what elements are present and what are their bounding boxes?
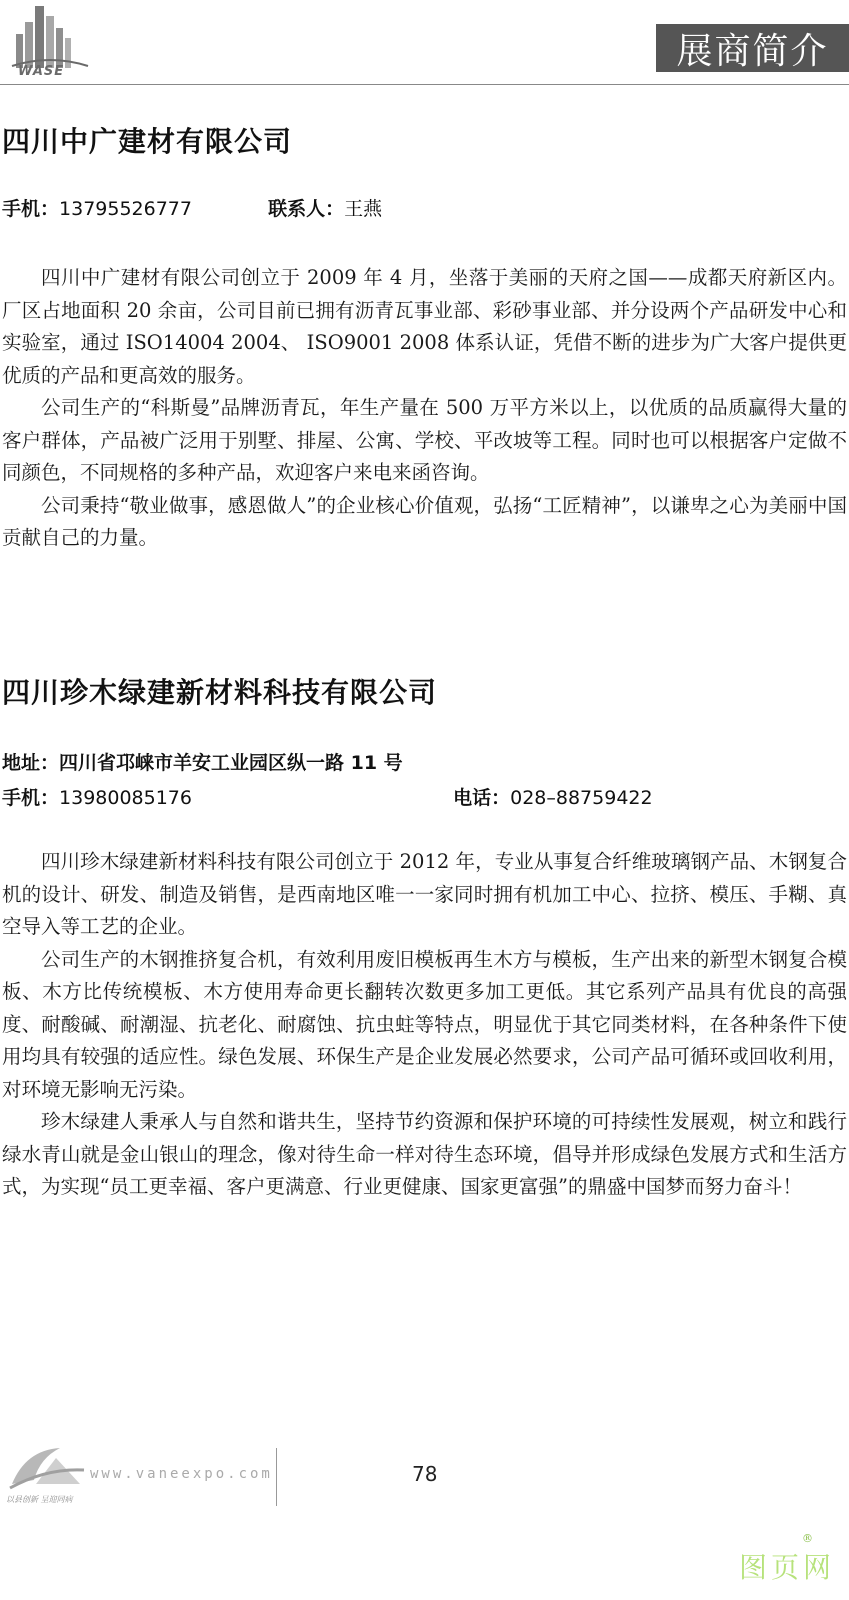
contact-person-value: 王燕 [344,198,383,220]
registered-mark: ® [802,1532,813,1545]
page-header [0,0,849,86]
contact-line [2,783,653,810]
contact-line [2,194,382,221]
phone-value: 13795526777 [59,198,192,220]
section-title-box [656,24,849,72]
footer-slogan: 以县创新 呈迎同病 [6,1495,73,1504]
telephone-label: 电话： [453,787,511,809]
footer-divider [276,1448,277,1506]
vane-expo-logo-icon [6,1440,86,1500]
paragraph: 珍木绿建人秉承人与自然和谐共生，坚持节约资源和保护环境的可持续性发展观，树立和践行绿水青山就是金山银山的理念，像对待生命一样对待生态环境，倡导并形成绿色发展方式和生活方式，为实现“员工更幸福、客户更满意、行业更健康、国家更富强”的鼎盛中国梦而努力奋斗！ [2,1110,847,1198]
phone-value: 13980085176 [59,787,192,809]
company-name: 四川中广建材有限公司 [2,125,293,158]
logo-text: WASE [18,64,65,79]
company-description [2,846,847,1204]
phone-label: 手机： [2,198,60,220]
paragraph: 公司生产的木钢推挤复合机，有效利用废旧模板再生木方与模板，生产出来的新型木钢复合模板、木方比传统模板、木方使用寿命更长翻转次数更多加工更低。其它系列产品具有优良的高强度、耐酸碱、耐潮湿、抗老化、耐腐蚀、抗虫蛀等特点，明显优于其它同类材料，在各种条件下使用均具有较强的适应性。绿色发展、环保生产是企业发展必然要求，公司产品可循环或回收利用，对环境无影响无污染。 [2,947,847,1101]
address-value: 四川省邛崃市羊安工业园区纵一路 11 号 [59,752,403,774]
paragraph: 公司秉持“敬业做事，感恩做人”的企业核心价值观，弘扬“工匠精神”，以谦卑之心为美丽中国贡献自己的力量。 [2,493,847,549]
paragraph: 四川珍木绿建新材料科技有限公司创立于 2012 年，专业从事复合纤维玻璃钢产品、木钢复合机的设计、研发、制造及销售，是西南地区唯一一家同时拥有机加工中心、拉挤、模压、手糊、真空导入等工艺的企业。 [2,850,847,938]
website-url[interactable]: www.vaneexpo.com [90,1466,273,1482]
paragraph: 公司生产的“科斯曼”品牌沥青瓦，年生产量在 500 万平方米以上，以优质的品质赢得大量的客户群体，产品被广泛用于别墅、排屋、公寓、学校、平改坡等工程。同时也可以根据客户定做不同颜色，不同规格的多种产品，欢迎客户来电来函咨询。 [2,396,847,484]
contact-person-label: 联系人： [268,198,345,220]
page-footer [0,1440,849,1600]
address-label: 地址： [2,752,60,774]
paragraph: 四川中广建材有限公司创立于 2009 年 4 月，坐落于美丽的天府之国——成都天府新区内。厂区占地面积 20 余亩，公司目前已拥有沥青瓦事业部、彩砂事业部、并分设两个产品研发中心和实验室，通过 ISO14004 2004、 ISO9001 2008 体系认证，凭借不断的进步为广大客户提供更优质的产品和更高效的服务。 [2,266,847,387]
address-line [2,748,403,775]
watermark: 图页网 [738,1551,835,1584]
section-title: 展商简介 [676,30,829,72]
header-divider [0,84,849,85]
page-number: 78 [412,1462,438,1486]
phone-label: 手机： [2,787,60,809]
company-description [2,262,847,555]
telephone-value: 028–88759422 [510,787,653,809]
company-name: 四川珍木绿建新材料科技有限公司 [2,676,438,709]
